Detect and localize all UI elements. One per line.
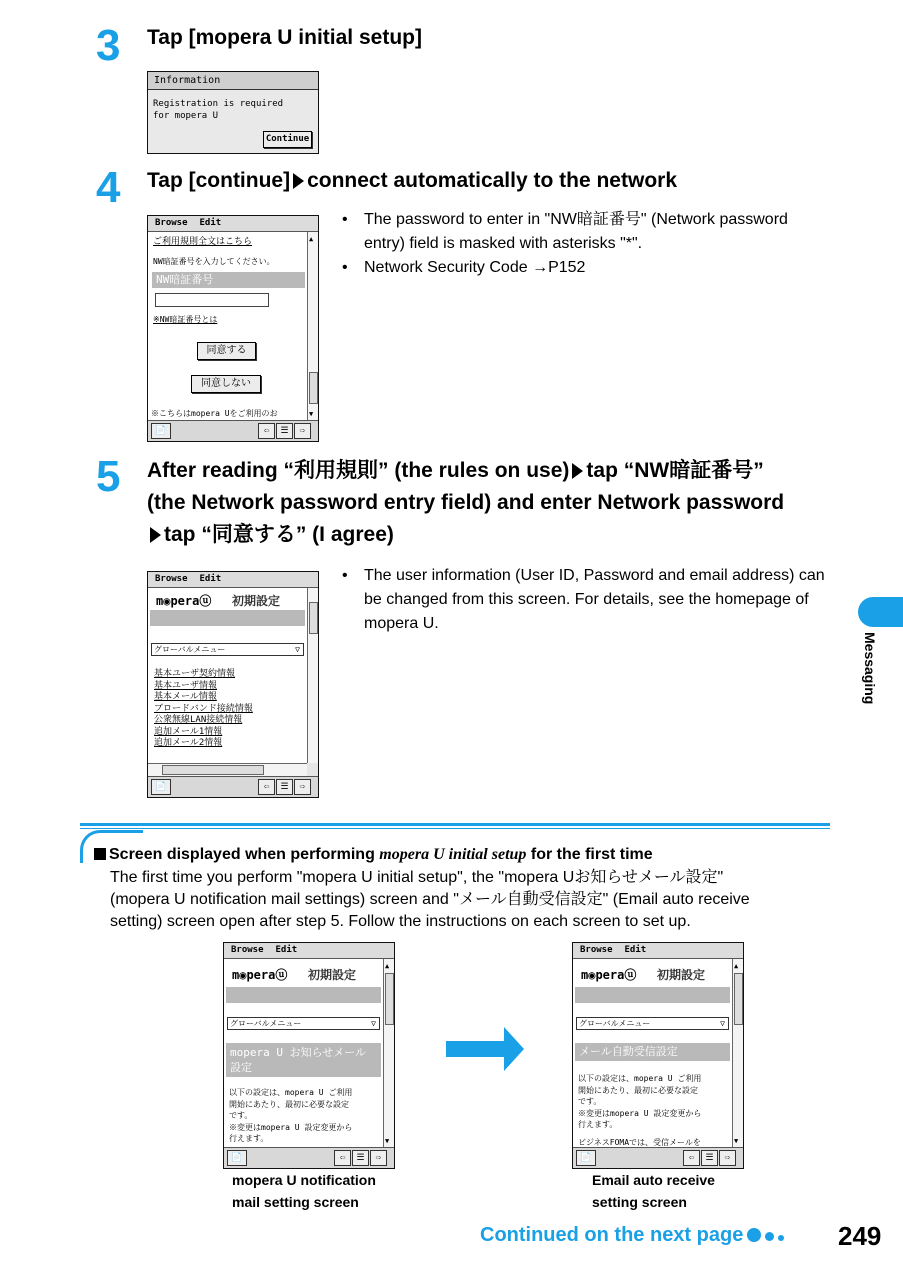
menu-browse[interactable]: Browse [155,574,188,584]
page-content [148,588,307,763]
step-5-line-1a: After reading “利用規則” (the rules on use) [147,459,570,482]
page-icon[interactable]: 📄 [227,1150,247,1166]
continue-button[interactable]: Continue [263,131,312,148]
information-screen [147,71,319,154]
nw-prompt: NW暗証番号を入力してください。 [153,257,275,266]
back-icon[interactable]: ⇦ [683,1150,700,1166]
nw-field-label: NW暗証番号 [152,272,305,288]
bottom-bar [224,1147,394,1168]
forward-icon[interactable]: ⇨ [294,779,311,795]
notification-mail-screen [223,942,395,1169]
description-line: ビジネスFOMAでは、受信メールを [578,1137,701,1147]
description-line: 行えます。 [229,1134,269,1143]
mopera-logo: m◉peraⓤ [581,968,637,982]
description-line: 開始にあたり、最初に必要な設定 [578,1085,698,1095]
caption-line: mail setting screen [232,1194,359,1210]
horizontal-scrollbar[interactable] [148,763,307,776]
left-screen-caption [232,1169,376,1213]
menu-icon[interactable]: ☰ [276,779,293,795]
step-3-number: 3 [96,21,121,70]
menu-bar [224,943,394,959]
menu-icon[interactable]: ☰ [352,1150,369,1166]
back-icon[interactable]: ⇦ [258,779,275,795]
back-icon[interactable]: ⇦ [258,423,275,439]
nw-what-link[interactable]: ※NW暗証番号とは [153,315,218,324]
info-links [154,669,253,750]
page-number: 249 [838,1221,882,1251]
section-band: mopera U お知らせメール設定 [226,1043,381,1077]
caption-line: setting screen [592,1194,687,1210]
description-line: 開始にあたり、最初に必要な設定 [229,1099,349,1109]
dot-icon [747,1228,761,1242]
info-link[interactable]: ブロードバンド接続情報 [154,703,253,714]
page-heading: 初期設定 [657,968,706,982]
arrow-right-icon [150,527,161,543]
step-4-notes [342,208,832,280]
continued-text: Continued on the next page [480,1224,744,1246]
disagree-button[interactable]: 同意しない [191,375,261,393]
step-4-title-b: connect automatically to the network [307,169,677,192]
global-menu-dropdown[interactable]: グローバルメニュー ▽ [227,1017,380,1030]
header-band [150,610,305,626]
section-tab [858,597,903,627]
information-header: Information [148,72,318,90]
global-menu-dropdown[interactable]: グローバルメニュー ▽ [151,643,304,656]
menu-edit[interactable]: Edit [199,218,222,228]
email-auto-receive-screen [572,942,744,1169]
info-link[interactable]: 基本ユーザ情報 [154,680,218,691]
step-4-note-1: • The password to enter in "NW暗証番号" (Network password entry) field is masked with asterisks "*". [342,208,832,256]
description-line: です。 [229,1111,253,1120]
info-link[interactable]: 基本ユーザ契約情報 [154,669,236,679]
menu-edit[interactable]: Edit [624,945,647,955]
note-divider-thin [80,828,830,829]
menu-browse[interactable]: Browse [580,945,613,955]
header-band [226,987,381,1003]
bottom-bar [148,776,318,797]
vertical-scrollbar[interactable]: ▲ ▼ [383,959,394,1147]
note-title [94,845,653,865]
forward-icon[interactable]: ⇨ [294,423,311,439]
note-title-b: for the first time [526,846,653,863]
bottom-bar [148,420,318,441]
page-content [573,959,732,1147]
page-content [224,959,383,1147]
info-link[interactable]: 追加メール1情報 [154,726,223,737]
nw-password-input[interactable] [155,293,269,307]
nw-password-screen [147,215,319,442]
note-line-2: (mopera U notification mail settings) screen and "メール自動受信設定" (Email auto receive [110,891,750,908]
flow-arrow-icon [446,1027,524,1071]
menu-icon[interactable]: ☰ [276,423,293,439]
vertical-scrollbar[interactable]: ▲ ▼ [307,232,318,420]
vertical-scrollbar[interactable]: ▲ ▼ [732,959,743,1147]
step-4-note-2: • Network Security Code →P152 [342,256,832,280]
menu-bar [573,943,743,959]
back-icon[interactable]: ⇦ [334,1150,351,1166]
description-line: ※変更はmopera U 設定変更から [578,1108,702,1118]
step-4-title [147,165,677,197]
note-title-a: Screen displayed when performing [109,846,380,863]
description-line: ※変更はmopera U 設定変更から [229,1122,353,1132]
step-5-notes [342,564,832,636]
caption-line: Email auto receive [592,1172,715,1188]
menu-edit[interactable]: Edit [199,574,222,584]
page-heading: 初期設定 [308,968,357,982]
continued-note [480,1221,784,1249]
info-link[interactable]: 追加メール2情報 [154,738,223,748]
description-line: です。 [578,1097,602,1106]
description-line: 以下の設定は、mopera U ご利用 [229,1088,353,1097]
menu-edit[interactable]: Edit [275,945,298,955]
global-menu-dropdown[interactable]: グローバルメニュー ▽ [576,1017,729,1030]
step-5-number: 5 [96,452,121,501]
step-3-title: Tap [mopera U initial setup] [147,26,422,49]
mopera-logo: m◉peraⓤ [232,968,288,982]
agree-button[interactable]: 同意する [197,342,256,360]
step-5-line-2: (the Network password entry field) and enter Network password [147,491,785,514]
note-title-italic: mopera U initial setup [379,846,527,863]
square-bullet-icon [94,848,106,860]
page-content [148,232,307,420]
header-band [575,987,730,1003]
arrow-right-icon [293,173,304,189]
vertical-scrollbar[interactable] [307,588,318,763]
description [578,1073,701,1148]
info-link[interactable]: 基本メール情報 [154,692,217,702]
info-link[interactable]: 公衆無線LAN接続情報 [154,715,243,725]
arrow-right-icon [572,463,583,479]
mopera-logo: m◉peraⓤ [156,594,212,608]
dot-icon [778,1235,784,1241]
note-body [110,867,750,933]
note-line-3: setting) screen open after step 5. Follow the instructions on each screen to set up. [110,913,691,930]
note-divider [80,823,830,826]
section-label: Messaging [862,632,878,705]
rules-full-text-link[interactable]: ご利用規則全文はこちら [153,237,253,247]
menu-icon[interactable]: ☰ [701,1150,718,1166]
right-screen-caption [592,1169,715,1213]
menu-bar [148,216,318,232]
note-line-1: The first time you perform "mopera U initial setup", the "mopera Uお知らせメール設定" [110,869,724,886]
description [229,1087,352,1145]
step-5-note-1: • The user information (User ID, Password and email address) can be changed from this screen. For details, see the homepage of mopera U. [342,564,832,636]
dot-icon [765,1232,774,1241]
step-5-line-1b: tap “NW暗証番号” [586,459,764,482]
description-line: 行えます。 [578,1120,618,1129]
page-heading: 初期設定 [232,594,281,608]
footer-note: ※こちらはmopera Uをご利用のお [151,409,278,418]
bottom-bar [573,1147,743,1168]
menu-browse[interactable]: Browse [231,945,264,955]
step-4-number: 4 [96,163,121,212]
mopera-menu-screen [147,571,319,798]
step-4-title-a: Tap [continue] [147,169,291,192]
menu-browse[interactable]: Browse [155,218,188,228]
caption-line: mopera U notification [232,1172,376,1188]
step-5-line-3: tap “同意する” (I agree) [164,523,394,546]
page-icon[interactable]: 📄 [151,423,171,439]
step-5-title [147,455,847,551]
information-line-1: Registration is required [153,99,284,109]
section-band: メール自動受信設定 [575,1043,730,1061]
information-line-2: for mopera U [153,111,219,121]
menu-bar [148,572,318,588]
forward-icon[interactable]: ⇨ [370,1150,387,1166]
forward-icon[interactable]: ⇨ [719,1150,736,1166]
page-icon[interactable]: 📄 [576,1150,596,1166]
description-line: 以下の設定は、mopera U ご利用 [578,1074,702,1083]
page-icon[interactable]: 📄 [151,779,171,795]
